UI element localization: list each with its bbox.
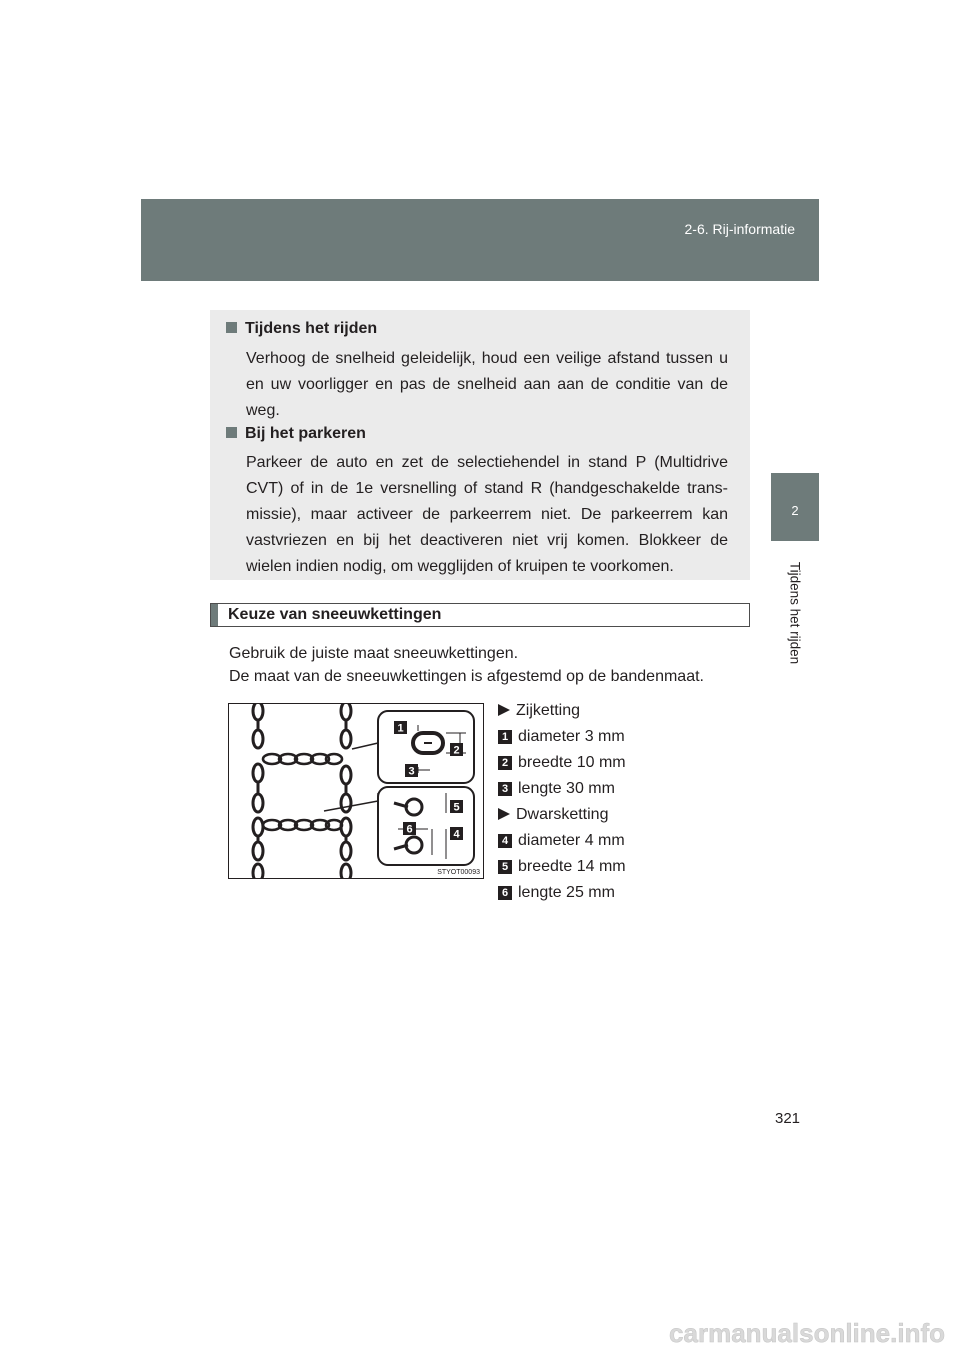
- page-number: 321: [775, 1110, 801, 1127]
- number-badge: 1: [498, 730, 512, 744]
- number-badge: 6: [498, 886, 512, 900]
- section-title: Keuze van sneeuwkettingen: [228, 606, 442, 623]
- spec-item: 5 breedte 14 mm: [498, 856, 626, 878]
- number-badge: 3: [498, 782, 512, 796]
- spec-item: 3 lengte 30 mm: [498, 778, 615, 800]
- spec-item: 6 lengte 25 mm: [498, 882, 615, 904]
- number-badge: 5: [498, 860, 512, 874]
- callout-3: 3: [408, 765, 415, 778]
- info-heading-driving: Tijdens het rijden: [226, 320, 377, 338]
- spec-heading-side-chain: Zijketting: [498, 700, 580, 722]
- chapter-tab: [771, 473, 819, 541]
- chapter-number: 2: [791, 503, 799, 518]
- header-band: [141, 199, 819, 281]
- spec-item: 4 diameter 4 mm: [498, 830, 625, 852]
- section-label: 2-6. Rij-informatie: [684, 221, 795, 237]
- number-badge: 4: [498, 834, 512, 848]
- info-heading-parking: Bij het parkeren: [226, 425, 366, 443]
- intro-line-2: De maat van de sneeuwkettingen is afgestemd op de bandenmaat.: [229, 668, 704, 685]
- spec-item: 2 breedte 10 mm: [498, 752, 626, 774]
- chapter-title-vertical: [772, 555, 818, 670]
- square-bullet-icon: [226, 322, 237, 333]
- callout-1: 1: [397, 722, 404, 735]
- square-bullet-icon: [226, 427, 237, 438]
- info-text-parking: Parkeer de auto en zet de selectiehendel in stand P (Multidrive CVT) of in de 1e versnelling of stand R (handgeschakelde trans-missie), maar activeer de parkeerrem niet. De parkeerrem kan vastvriezen en bij het deactiveren niet vrij komen. Blokkeer de wielen indien nodig, om wegglijden of kruipen te voorkomen.: [246, 454, 728, 575]
- info-box: [210, 310, 750, 580]
- arrow-bullet-icon: [498, 704, 510, 716]
- chapter-title: Tijdens het rijden: [787, 561, 803, 664]
- figure-code: STYOT00093: [437, 869, 480, 876]
- number-badge: 2: [498, 756, 512, 770]
- callout-4: 4: [453, 828, 460, 841]
- arrow-bullet-icon: [498, 808, 510, 820]
- intro-line-1: Gebruik de juiste maat sneeuwkettingen.: [229, 645, 519, 662]
- snow-chain-illustration: [228, 703, 484, 879]
- section-accent: [211, 604, 218, 626]
- info-text-driving: Verhoog de snelheid geleidelijk, houd een veilige afstand tussen u en uw voorligger en pas de snelheid aan aan de conditie van de weg.: [246, 350, 728, 419]
- spec-item: 1 diameter 3 mm: [498, 726, 625, 748]
- callout-5: 5: [453, 801, 460, 814]
- snow-chain-figure: [228, 703, 484, 879]
- callout-6: 6: [406, 823, 413, 836]
- callout-2: 2: [453, 744, 460, 757]
- svg-text:carmanualsonline.info: carmanualsonline.info: [669, 1318, 945, 1348]
- section-heading-bar: [210, 603, 750, 627]
- spec-heading-cross-chain: Dwarsketting: [498, 804, 608, 826]
- watermark-logo: [560, 1318, 950, 1348]
